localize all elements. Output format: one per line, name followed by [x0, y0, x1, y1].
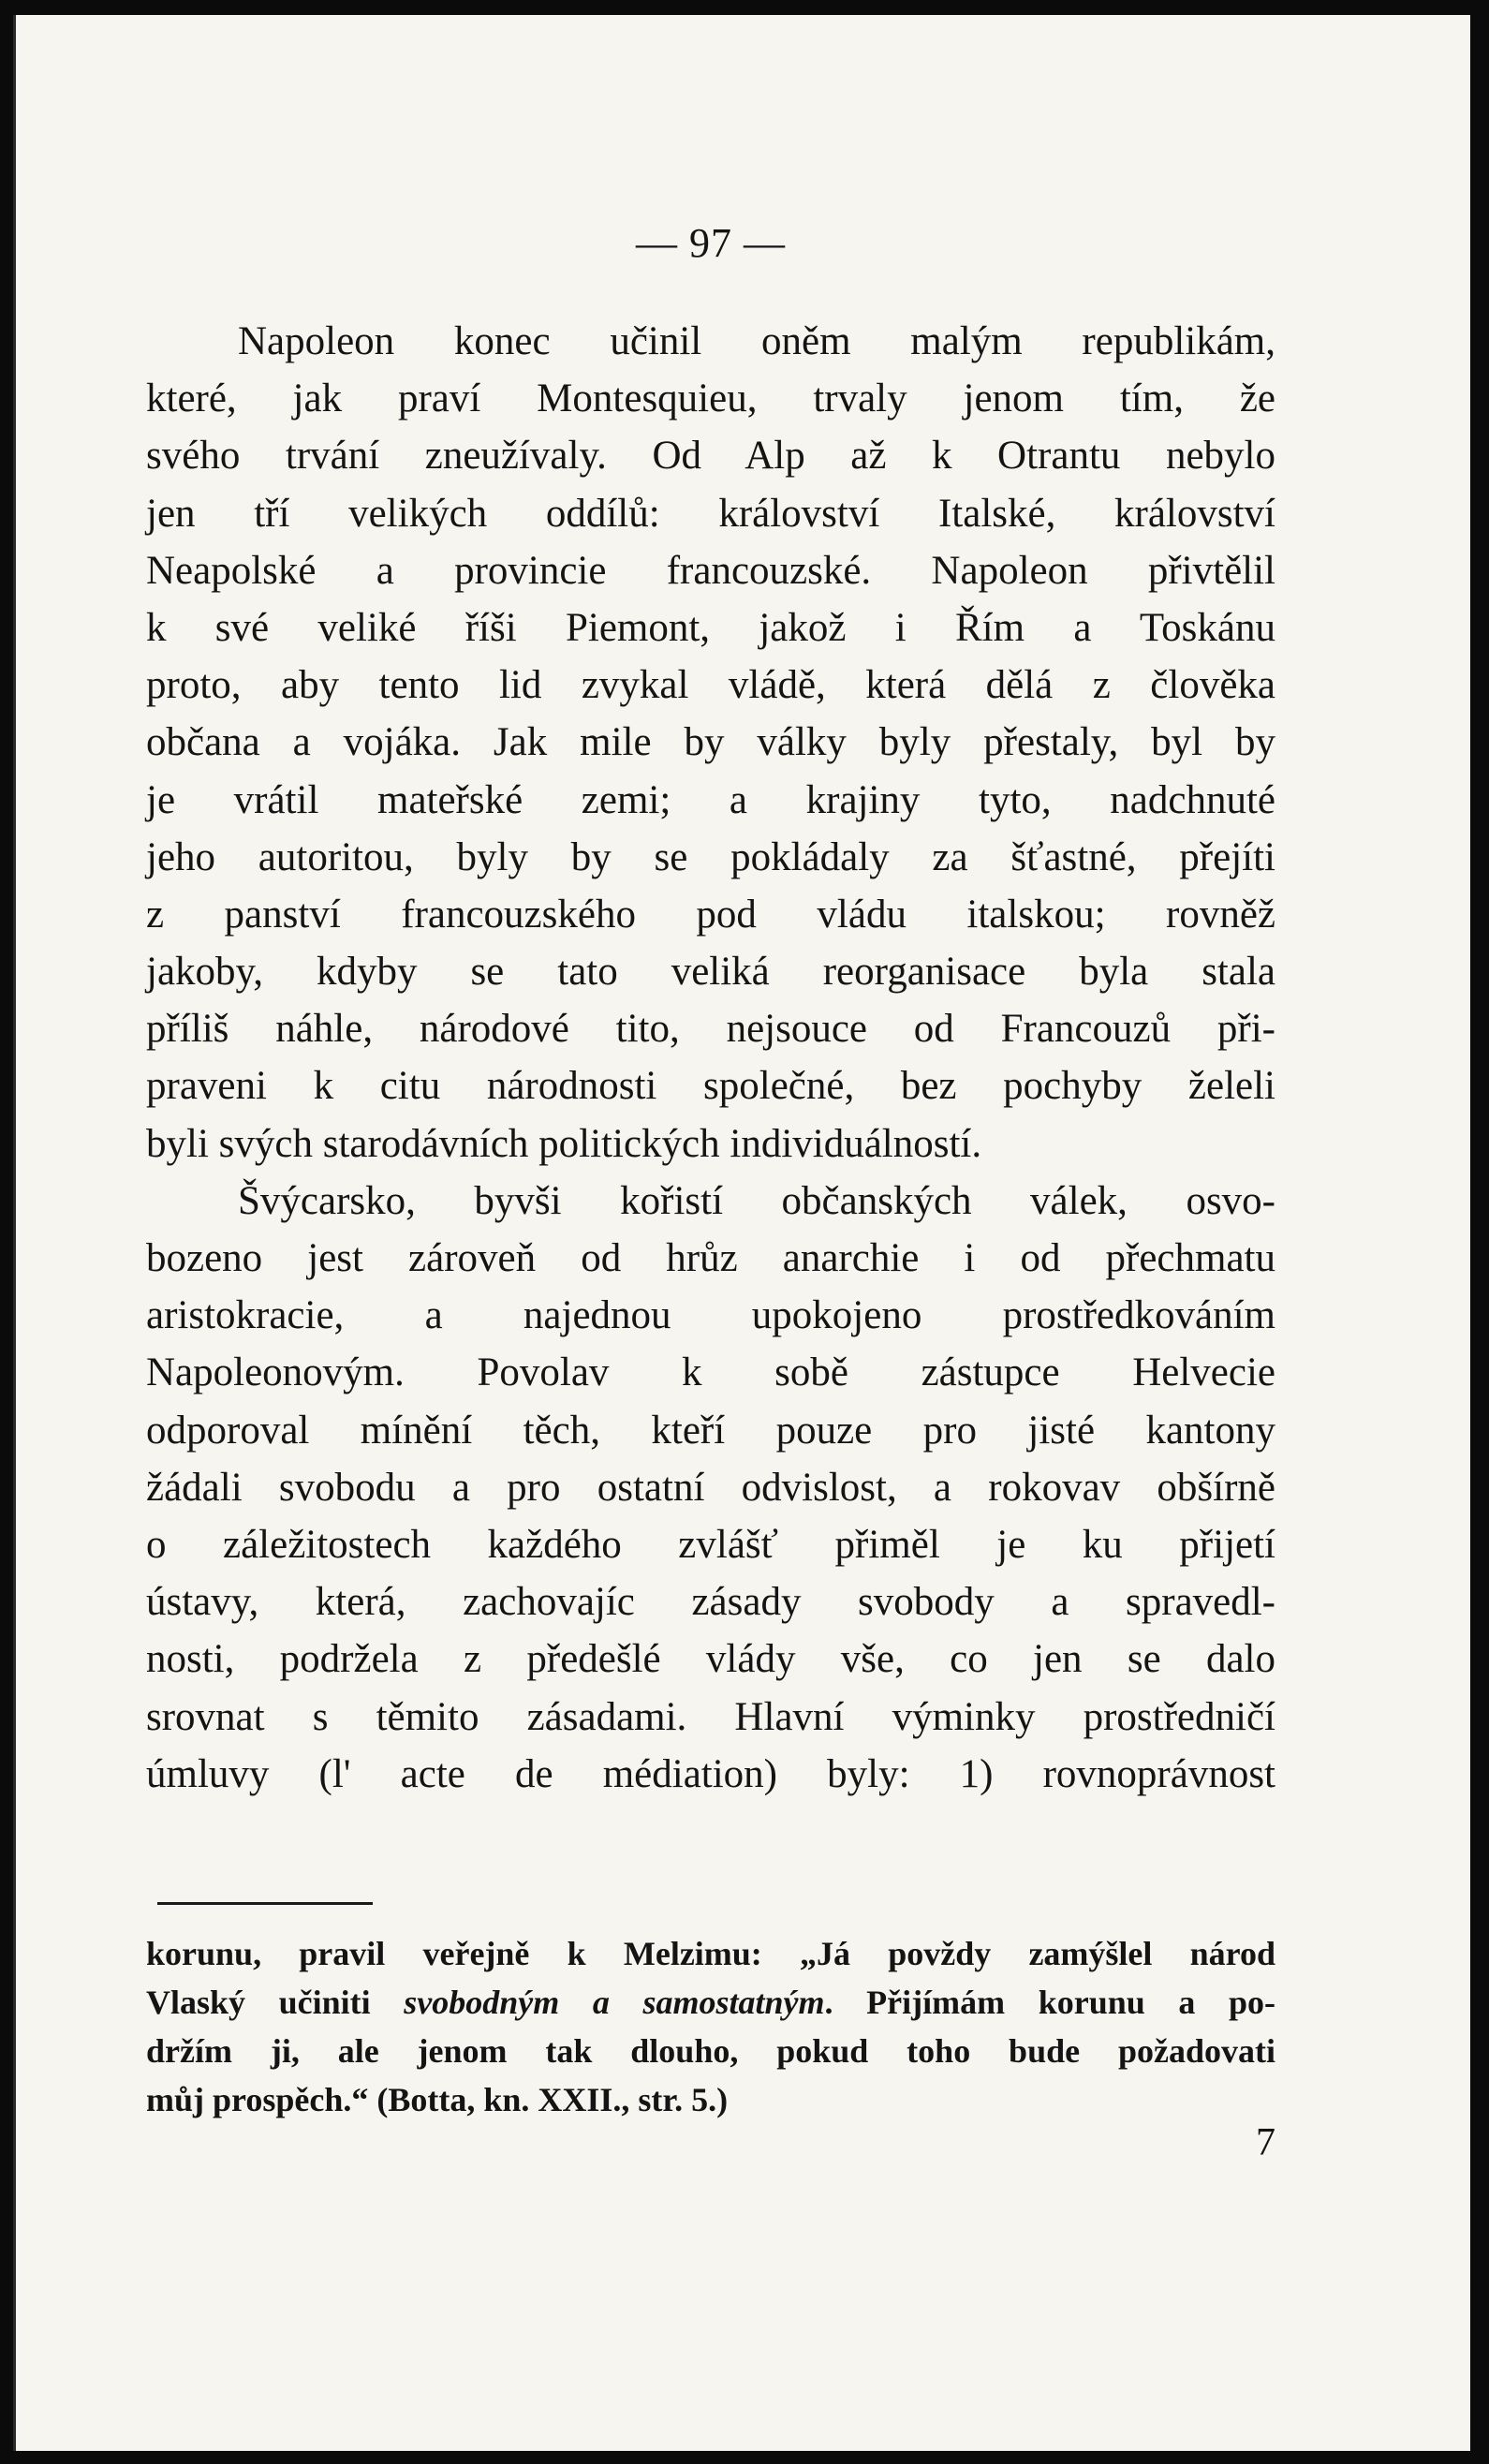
text-line: byli svých starodávních politických individuálností. — [146, 1121, 982, 1166]
footnote-text: . Přijímám korunu a po- — [824, 1984, 1275, 2021]
footnote-text: Vlaský učiniti — [146, 1984, 405, 2021]
text-line: Švýcarsko, byvši kořistí občanských válek, osvo- — [238, 1178, 1275, 1223]
text-line: ústavy, která, zachovajíc zásady svobody a spravedl- — [146, 1580, 1275, 1625]
footnote-line: korunu, pravil veřejně k Melzimu: „Já povždy zamýšlel národ — [146, 1935, 1275, 1972]
text-line: Neapolské a provincie francouzské. Napoleon přivtělil — [146, 548, 1275, 593]
text-line: z panství francouzského pod vládu italskou; rovněž — [146, 892, 1275, 937]
text-line: svého trvání zneužívaly. Od Alp až k Otrantu nebylo — [146, 434, 1275, 479]
text-line: příliš náhle, národové tito, nejsouce od Francouzů při- — [146, 1007, 1275, 1052]
signature-mark: 7 — [1256, 2121, 1275, 2164]
footnote-line — [146, 1978, 1275, 2027]
paragraph-switzerland — [146, 1173, 1275, 1803]
text-line: odporoval mínění těch, kteří pouze pro jisté kantony — [146, 1408, 1275, 1453]
text-line: nosti, podržela z předešlé vlády vše, co jen se dalo — [146, 1637, 1275, 1682]
text-line: jeho autoritou, byly by se pokládaly za šťastné, přejíti — [146, 834, 1275, 879]
text-line: k své veliké říši Piemont, jakož i Řím a Toskánu — [146, 605, 1275, 650]
text-line: aristokracie, a najednou upokojeno prostředkováním — [146, 1293, 1275, 1338]
book-page — [13, 15, 1470, 2451]
text-line: jakoby, kdyby se tato veliká reorganisace byla stala — [146, 950, 1275, 995]
footnote-emphasis: svobodným a samostatným — [404, 1984, 825, 2021]
text-line: úmluvy (l' acte de médiation) byly: 1) rovnoprávnost — [146, 1751, 1275, 1796]
page-number: — 97 — — [636, 220, 786, 266]
text-line: proto, aby tento lid zvykal vládě, která dělá z člověka — [146, 663, 1275, 708]
text-line: o záležitostech každého zvlášť přiměl je ku přijetí — [146, 1522, 1275, 1567]
footnote-line: můj prospěch.“ (Botta, kn. XXII., str. 5.) — [146, 2081, 729, 2118]
text-line: praveni k citu národnosti společné, bez pochyby želeli — [146, 1064, 1275, 1109]
text-line: srovnat s těmito zásadami. Hlavní výminky prostředničí — [146, 1694, 1275, 1739]
footnote-divider — [157, 1902, 373, 1905]
text-line: žádali svobodu a pro ostatní odvislost, a rokovav obšírně — [146, 1465, 1275, 1510]
text-line: občana a vojáka. Jak mile by války byly přestaly, byl by — [146, 720, 1275, 765]
main-text — [146, 313, 1275, 1803]
footnote — [146, 1929, 1275, 2124]
text-line: Napoleonovým. Povolav k sobě zástupce Helvecie — [146, 1350, 1275, 1395]
paragraph-napoleon-italy — [146, 313, 1275, 1173]
text-line: je vrátil mateřské zemi; a krajiny tyto, nadchnuté — [146, 777, 1275, 822]
text-line: Napoleon konec učinil oněm malým republikám, — [238, 319, 1275, 363]
text-line: které, jak praví Montesquieu, trvaly jenom tím, že — [146, 376, 1275, 421]
text-line: bozeno jest zároveň od hrůz anarchie i od přechmatu — [146, 1236, 1275, 1280]
text-line: jen tří velikých oddílů: království Italské, království — [146, 491, 1275, 536]
footnote-line: držím ji, ale jenom tak dlouho, pokud toho bude požadovati — [146, 2032, 1275, 2070]
